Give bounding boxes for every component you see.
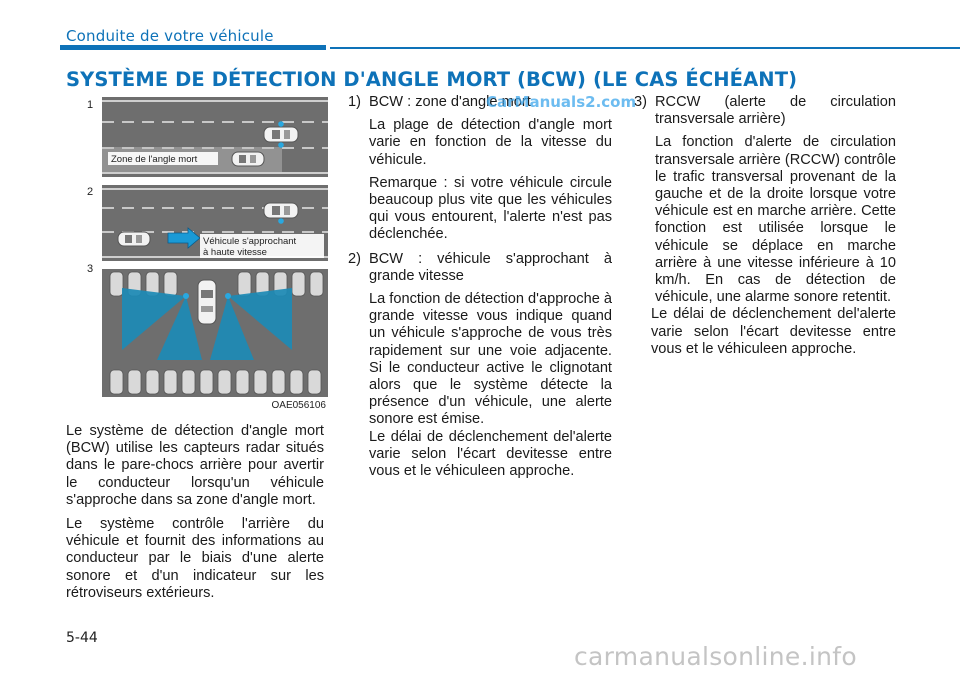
figure-code: OAE056106 xyxy=(271,400,326,411)
item-body: La fonction d'alerte de circulation transversale arrière (RCCW) contrôle le trafic transversal provenant de la gauche et de la droite lorsque votre véhicule est en marche arrière. Cette fonction est utilisée lorsque le véhicule se déplace en marche arrière à une vitesse inférieure à 10 km/h. En cas de détection de véhicule, une alarme sonore retentit. xyxy=(655,134,896,306)
item-number: 1) xyxy=(348,94,361,110)
list-item-rccw xyxy=(634,94,896,306)
intro-paragraph-2: Le système contrôle l'arrière du véhicule et fournit des informations au conducteur par le biais d'une alerte sonore et d'un indicateur sur les rétroviseurs extérieurs. xyxy=(66,516,324,601)
page-number: 5-44 xyxy=(66,630,98,646)
panel-number-3: 3 xyxy=(87,263,94,275)
footer-watermark: carmanualsonline.info xyxy=(574,642,857,671)
label-fast-vehicle-line2: à haute vitesse xyxy=(203,247,267,258)
right-column xyxy=(634,94,896,358)
header-rule-thick xyxy=(60,45,326,50)
page-title: SYSTÈME DE DÉTECTION D'ANGLE MORT (BCW) (LE CAS ÉCHÉANT) xyxy=(66,68,798,91)
list-item-bcw-fast-vehicle xyxy=(348,251,612,429)
label-fast-vehicle-line1: Véhicule s'approchant xyxy=(203,236,297,247)
section-title: Conduite de votre véhicule xyxy=(66,27,274,45)
list-item-bcw-blind-zone xyxy=(348,94,612,244)
item-number: 2) xyxy=(348,250,361,267)
bcw-diagram xyxy=(82,92,328,414)
delay-note: Le délai de déclenchement del'alerte varie selon l'écart devitesse entre vous et le véhiculeen approche. xyxy=(369,428,612,480)
item-title: BCW : zone d'angle mort xyxy=(369,94,531,110)
bcw-illustration xyxy=(82,92,328,414)
item-number: 3) xyxy=(634,94,647,110)
watermark-carmanuals2: CarManuals2.com xyxy=(486,93,637,111)
item-body: La plage de détection d'angle mort varie en fonction de la vitesse du véhicule. xyxy=(369,117,612,168)
item-title: BCW : véhicule s'approchant à grande vitesse xyxy=(369,250,612,284)
item-title: RCCW (alerte de circulation transversale arrière) xyxy=(655,94,896,128)
intro-column xyxy=(66,423,324,602)
panel-number-1: 1 xyxy=(87,99,94,111)
panel-number-2: 2 xyxy=(87,186,94,198)
middle-column xyxy=(348,94,612,480)
panel-3-parking xyxy=(102,269,328,397)
label-blind-zone: Zone de l'angle mort xyxy=(111,154,198,165)
item-body: La fonction de détection d'approche à grande vitesse vous indique quand un véhicule s'approche de vous très rapidement sur une voie adjacente. Si le conducteur active le clignotant alors que le système détecte la présence d'un véhicule, une alerte sonore est émise. xyxy=(369,291,612,428)
delay-note: Le délai de déclenchement del'alerte varie selon l'écart devitesse entre vous et le véhiculeen approche. xyxy=(651,306,896,357)
intro-paragraph-1: Le système de détection d'angle mort (BCW) utilise les capteurs radar situés dans le pare-chocs arrière pour avertir le conducteur lorsqu'un véhicule s'approche dans sa zone d'angle mort. xyxy=(66,423,324,508)
item-remark: Remarque : si votre véhicule circule beaucoup plus vite que les véhicules qui vous entourent, l'alerte n'est pas déclenchée. xyxy=(369,174,612,243)
header-rule-thin xyxy=(330,47,960,49)
